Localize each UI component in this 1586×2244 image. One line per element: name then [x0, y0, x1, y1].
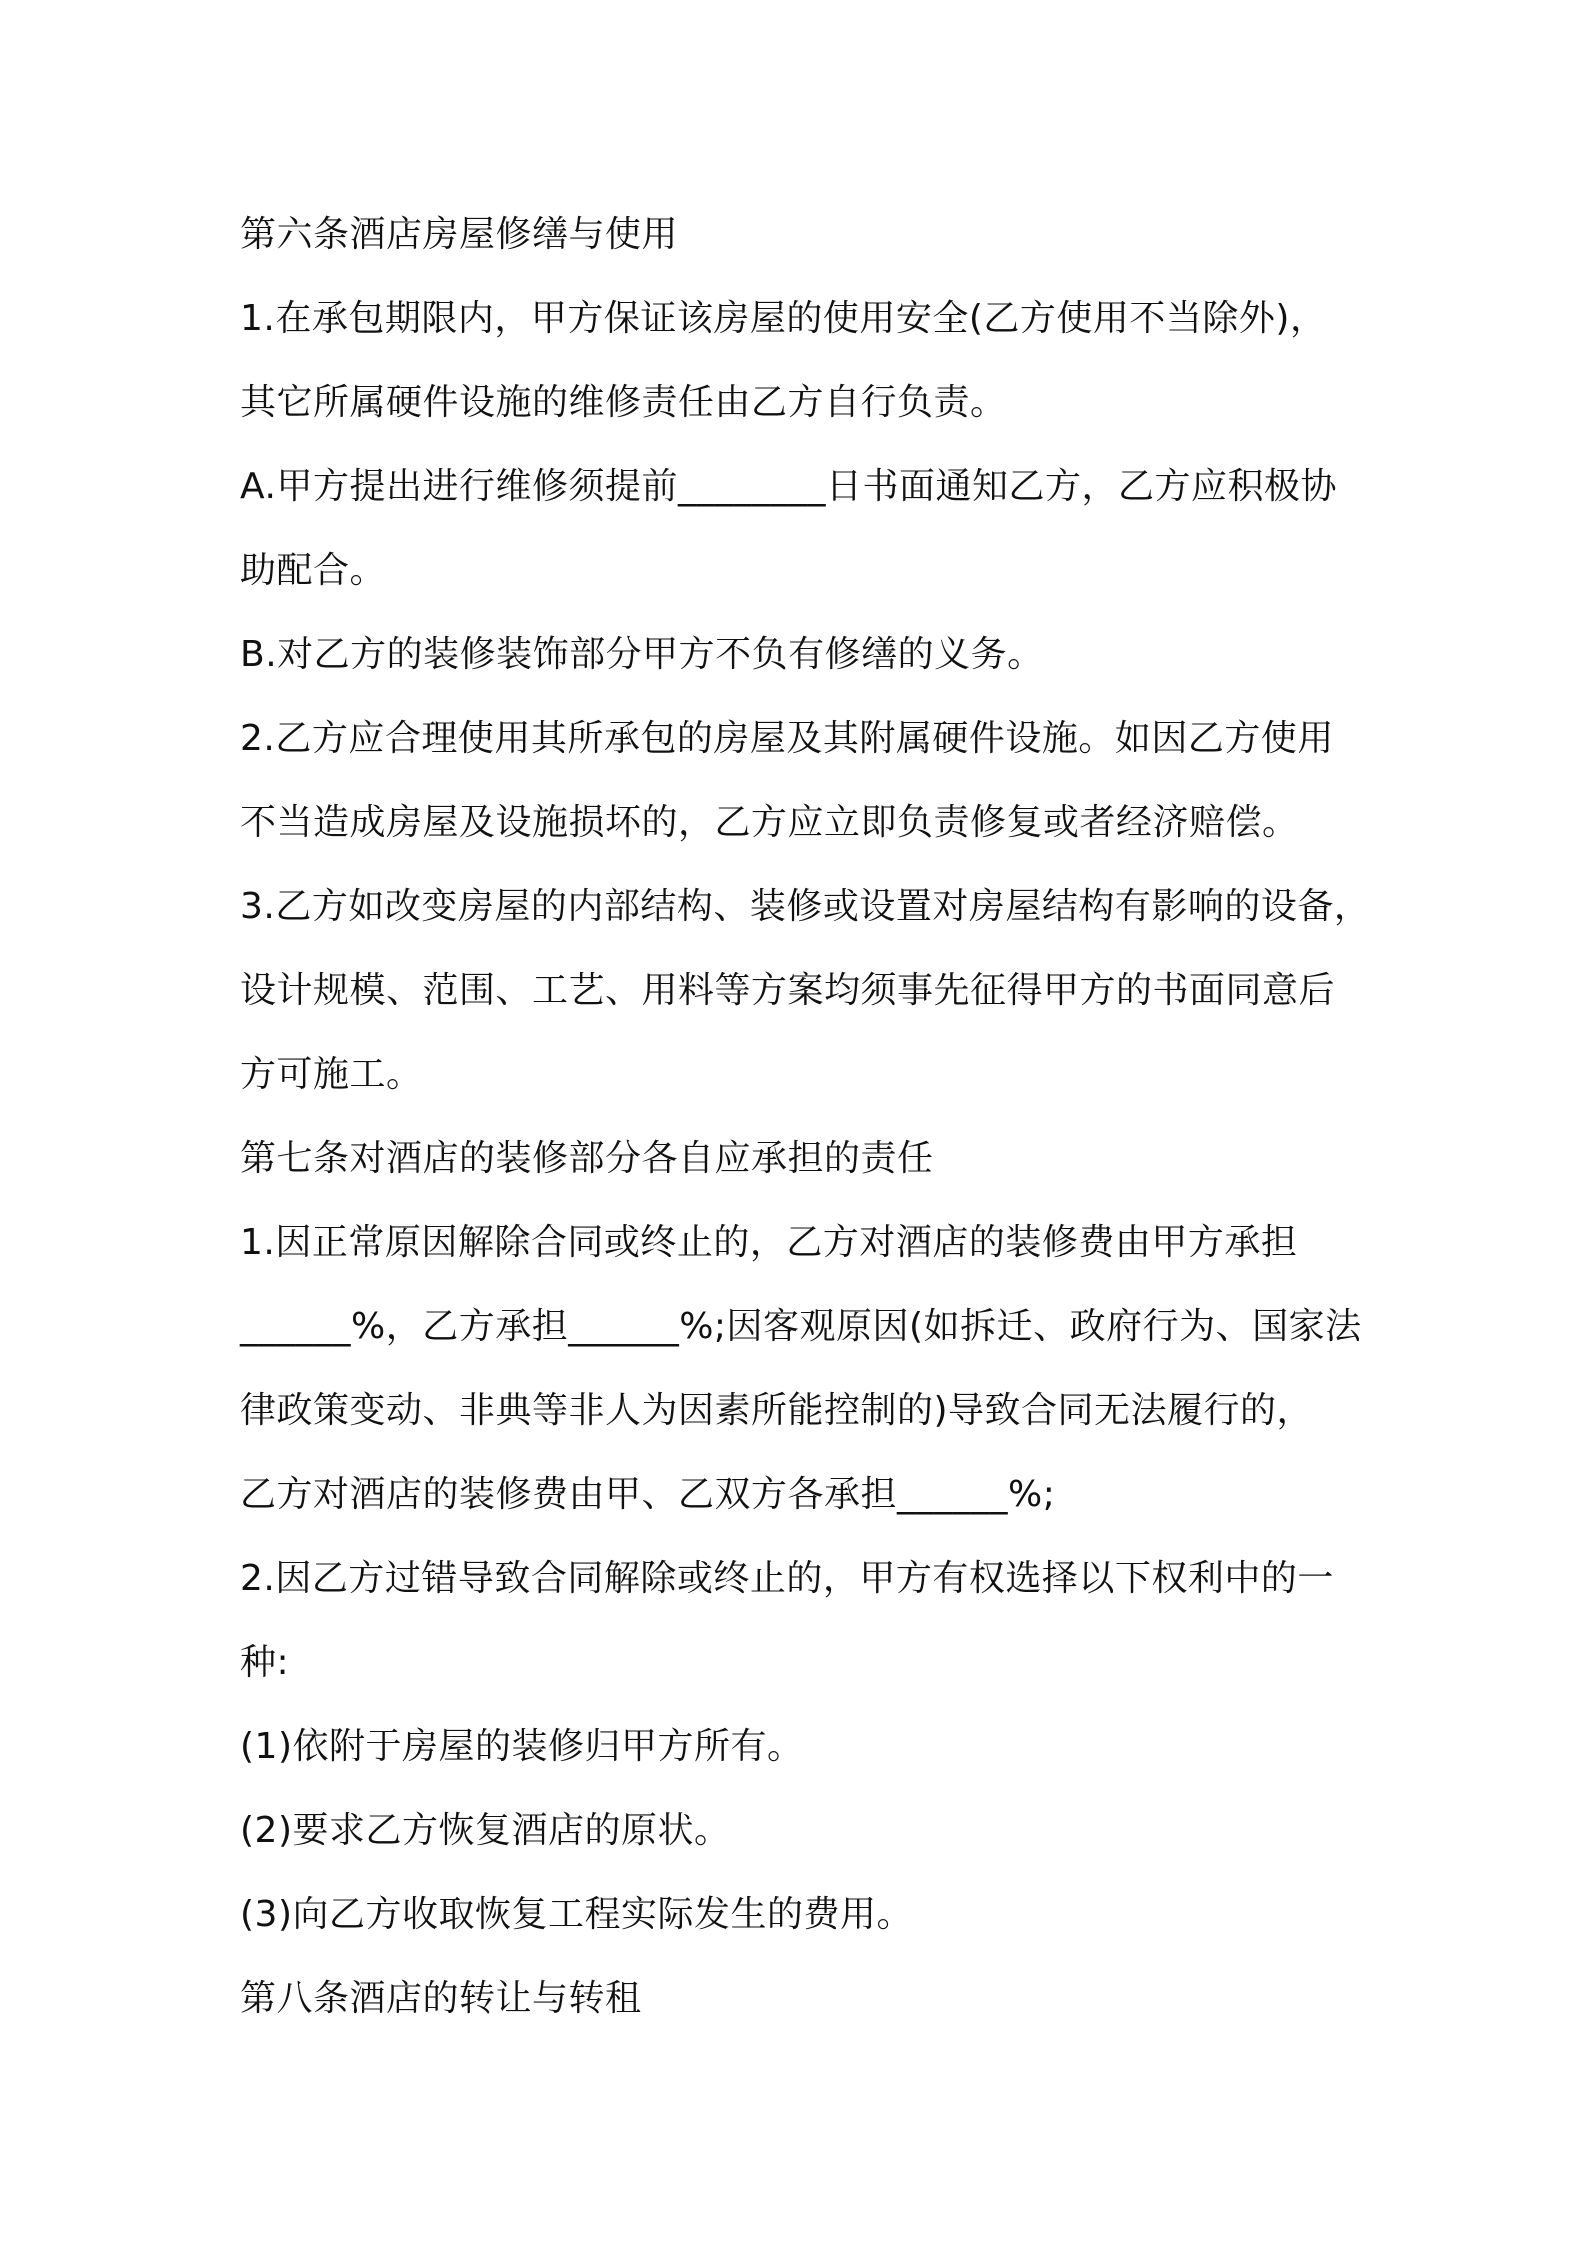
section-heading-7: 第七条对酒店的装修部分各自应承担的责任 [240, 1138, 934, 1179]
paragraph-line: ______%，乙方承担______%;因客观原因(如拆迁、政府行为、国家法 [240, 1306, 1362, 1347]
paragraph-line: 律政策变动、非典等非人为因素所能控制的)导致合同无法履行的， [240, 1390, 1314, 1431]
paragraph-line: B.对乙方的装修装饰部分甲方不负有修缮的义务。 [240, 634, 1044, 675]
paragraph-line: 种: [240, 1642, 290, 1683]
paragraph-line: 乙方对酒店的装修费由甲、乙双方各承担______%; [240, 1474, 1056, 1515]
paragraph-line: A.甲方提出进行维修须提前________日书面通知乙方，乙方应积极协 [240, 466, 1337, 507]
paragraph-line: 其它所属硬件设施的维修责任由乙方自行负责。 [240, 382, 1007, 423]
paragraph-line: 3.乙方如改变房屋的内部结构、装修或设置对房屋结构有影响的设备， [240, 886, 1371, 927]
paragraph-line: 助配合。 [240, 550, 387, 591]
list-item: (3)向乙方收取恢复工程实际发生的费用。 [240, 1894, 913, 1935]
section-heading-8: 第八条酒店的转让与转租 [240, 1978, 642, 2019]
paragraph-line: 不当造成房屋及设施损坏的，乙方应立即负责修复或者经济赔偿。 [240, 802, 1299, 843]
paragraph-line: 2.乙方应合理使用其所承包的房屋及其附属硬件设施。如因乙方使用 [240, 718, 1334, 759]
paragraph-line: 1.在承包期限内，甲方保证该房屋的使用安全(乙方使用不当除外)， [240, 298, 1327, 339]
list-item: (1)依附于房屋的装修归甲方所有。 [240, 1726, 804, 1767]
paragraph-line: 2.因乙方过错导致合同解除或终止的，甲方有权选择以下权利中的一 [240, 1558, 1334, 1599]
paragraph-line: 1.因正常原因解除合同或终止的，乙方对酒店的装修费由甲方承担 [240, 1222, 1298, 1263]
paragraph-line: 方可施工。 [240, 1054, 423, 1095]
paragraph-line: 设计规模、范围、工艺、用料等方案均须事先征得甲方的书面同意后 [240, 970, 1336, 1011]
list-item: (2)要求乙方恢复酒店的原状。 [240, 1810, 731, 1851]
section-heading-6: 第六条酒店房屋修缮与使用 [240, 214, 679, 255]
document-page [240, 193, 1370, 2041]
